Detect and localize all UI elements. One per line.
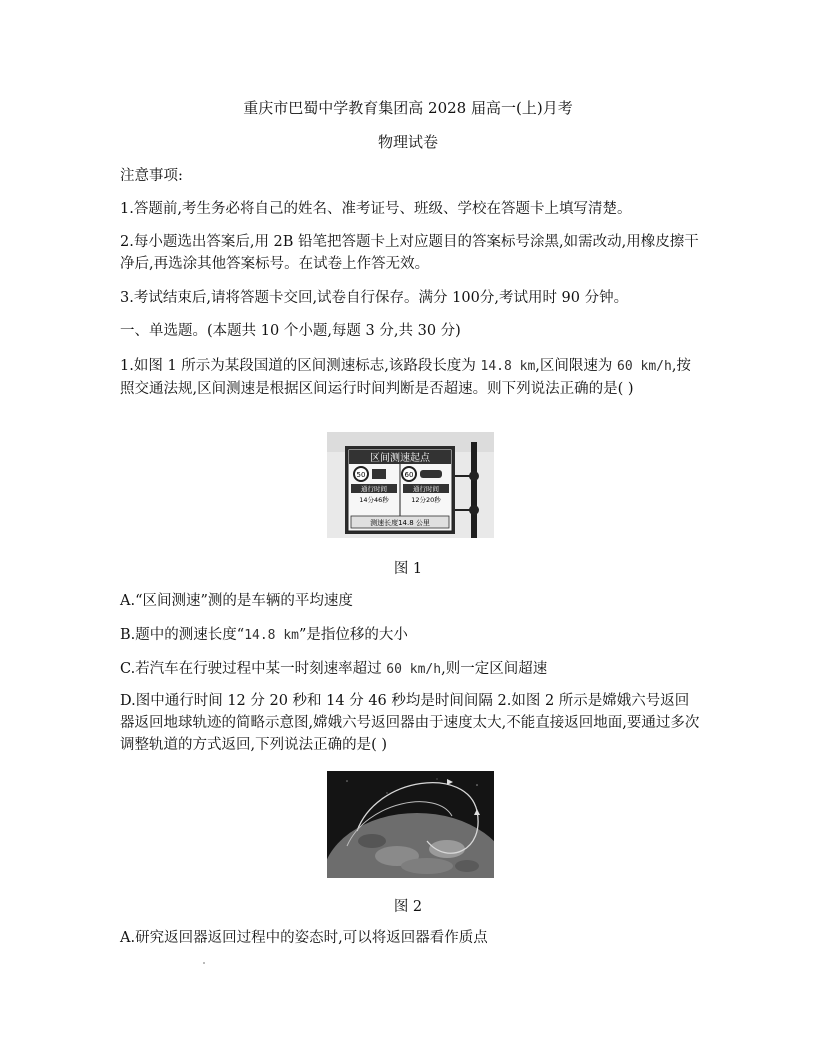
q1-option-c-post: ,则一定区间超速 <box>441 661 548 677</box>
question-2-stem: 2.如图 2 所示是嫦娥六号返回器返回地球轨迹的简略示意图,嫦娥六号返回器由于速度太大,不能直接返回地面,要通过多次调整轨道的方式返回,下列说法正确的是( ) <box>120 693 700 753</box>
sign-time-truck: 14分46秒 <box>359 496 389 504</box>
q1-option-d-and-q2 <box>120 690 700 756</box>
trajectory-illustration <box>327 771 494 878</box>
q1-option-c-value: 60 km/h <box>386 662 442 677</box>
sign-time-car: 12分20秒 <box>411 496 441 504</box>
notice-item-2: 2.每小题选出答案后,用 2B 铅笔把答题卡上对应题目的答案标号涂黑,如需改动,用橡皮擦干净后,再选涂其他答案标号。在试卷上作答无效。 <box>120 234 699 272</box>
figure-1-caption: 图 1 <box>393 561 423 577</box>
notice-item-3: 3.考试结束后,请将答题卡交回,试卷自行保存。满分 100分,考试用时 90 分钟。 <box>120 290 629 306</box>
exam-title: 重庆市巴蜀中学教育集团高 2028 届高一(上)月考 <box>243 99 573 117</box>
sign-limit-car: 60 <box>404 471 414 479</box>
sign-title: 区间测速起点 <box>370 453 430 464</box>
section-heading: 一、单选题。(本题共 10 个小题,每题 3 分,共 30 分) <box>120 323 461 339</box>
figure-1-image <box>327 432 494 538</box>
sign-time-label-truck: 通行时间 <box>361 485 387 493</box>
q1-option-a: A.“区间测速”测的是车辆的平均速度 <box>120 593 353 609</box>
sign-time-label-car: 通行时间 <box>413 485 439 493</box>
sign-limit-truck: 50 <box>356 471 366 479</box>
scan-speck <box>203 962 205 964</box>
q1-limit-value: 60 km/h <box>617 359 672 374</box>
speed-sign-illustration <box>327 432 494 538</box>
exam-subtitle: 物理试卷 <box>377 133 438 151</box>
notice-heading: 注意事项: <box>120 168 183 184</box>
q1-stem-part-c: ,按照交通法规,区间测速是根据区间运行时间判断是否超速。则下列说法正确的是( ) <box>120 358 691 397</box>
figure-2-image <box>327 771 494 878</box>
sign-length: 测速长度14.8 公里 <box>370 519 430 527</box>
figure-2-caption: 图 2 <box>393 899 423 915</box>
q1-option-d: D.图中通行时间 12 分 20 秒和 14 分 46 秒均是时间间隔 <box>120 693 493 709</box>
q1-option-c-pre: C.若汽车在行驶过程中某一时刻速率超过 <box>120 661 382 677</box>
q1-option-c <box>120 658 700 681</box>
q1-stem-part-b: ,区间限速为 <box>535 358 613 374</box>
q1-option-b <box>120 624 700 647</box>
q1-length-value: 14.8 km <box>480 359 536 374</box>
q2-option-a: A.研究返回器返回过程中的姿态时,可以将返回器看作质点 <box>120 930 488 946</box>
q1-option-b-pre: B.题中的测速长度“ <box>120 627 245 643</box>
question-1-stem <box>120 355 700 400</box>
q1-option-b-post: ”是指位移的大小 <box>298 627 408 643</box>
q1-option-b-value: 14.8 km <box>244 628 299 643</box>
q1-stem-part-a: 1.如图 1 所示为某段国道的区间测速标志,该路段长度为 <box>120 358 476 374</box>
notice-item-1: 1.答题前,考生务必将自己的姓名、准考证号、班级、学校在答题卡上填写清楚。 <box>120 201 632 217</box>
